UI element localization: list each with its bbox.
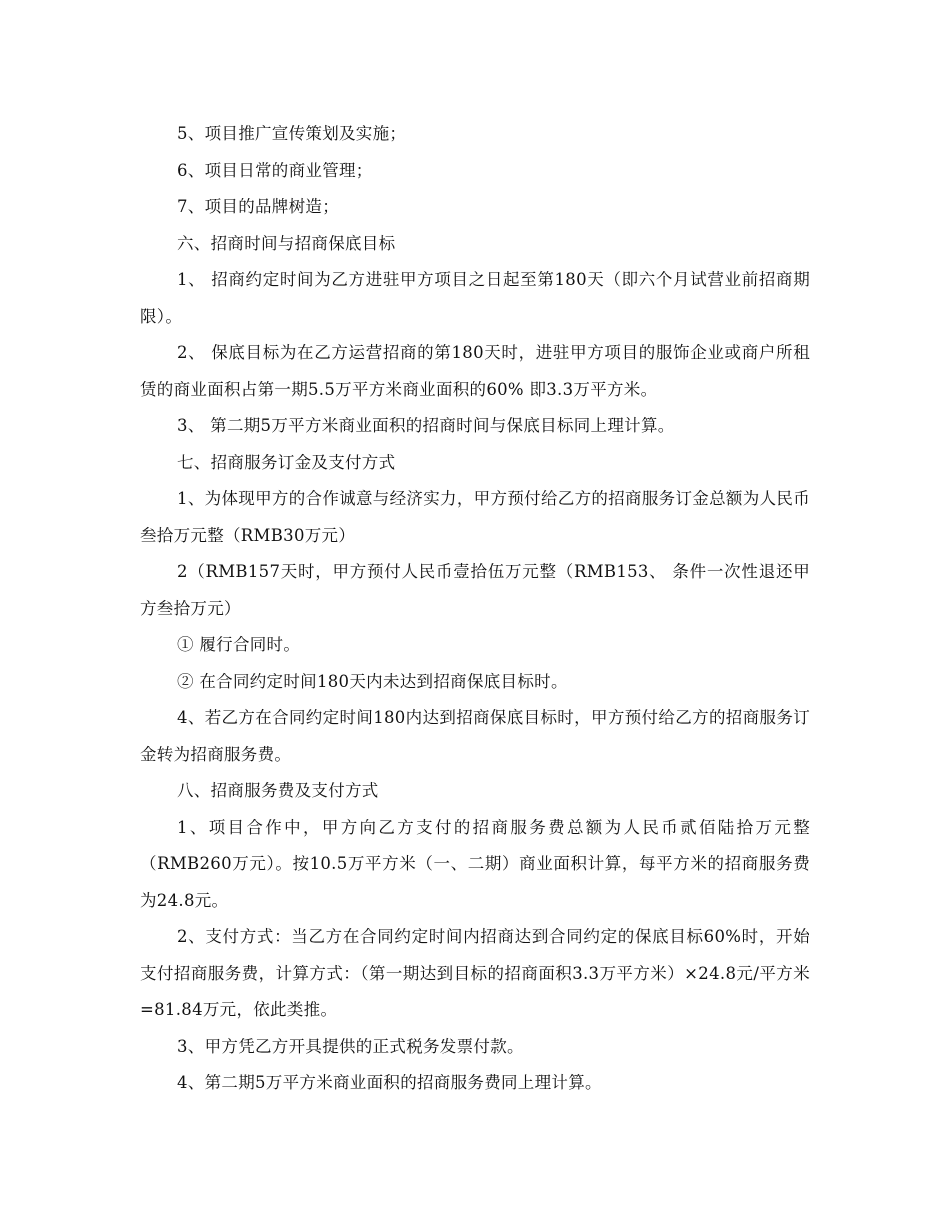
paragraph-service-fee-total: 1、项目合作中，甲方向乙方支付的招商服务费总额为人民币贰佰陆拾万元整（RMB260万元）。按10.5万平方米（一、二期）商业面积计算，每平方米的招商服务费为24.8元。 [140,817,810,910]
paragraph-item-6: 6、项目日常的商业管理； [177,160,373,180]
paragraph-item-7: 7、项目的品牌树造； [177,197,339,216]
section-heading-8: 八、招商服务费及支付方式 [177,781,379,800]
paragraph-guarantee-target: 2、 保底目标为在乙方运营招商的第180天时，进驻甲方项目的服饰企业或商户所租赁的商业面积占第一期5.5万平方米商业面积的60% 即3.3万平方米。 [140,343,810,399]
document-body [140,116,810,1102]
paragraph-deposit-conversion: 4、若乙方在合同约定时间180内达到招商保底目标时，甲方预付给乙方的招商服务订金转为招商服务费。 [140,708,810,764]
paragraph-condition-2: ② 在合同约定时间180天内未达到招商保底目标时。 [177,671,568,691]
paragraph-phase-two-fee: 4、第二期5万平方米商业面积的招商服务费同上理计算。 [177,1073,602,1092]
paragraph-phase-two: 3、 第二期5万平方米商业面积的招商时间与保底目标同上理计算。 [177,416,675,435]
paragraph-deposit-refund: 2（RMB157天时，甲方预付人民币壹拾伍万元整（RMB153、 条件一次性退还甲方叁拾万元） [140,562,810,618]
paragraph-payment-method: 2、支付方式：当乙方在合同约定时间内招商达到合同约定的保底目标60%时，开始支付招商服务费，计算方式：（第一期达到目标的招商面积3.3万平方米）×24.8元/平方米=81.84万元，依此类推。 [140,927,810,1019]
paragraph-deposit-amount: 1、为体现甲方的合作诚意与经济实力，甲方预付给乙方的招商服务订金总额为人民币叁拾万元整（RMB30万元） [140,489,810,545]
paragraph-condition-1: ① 履行合同时。 [177,635,301,654]
paragraph-invoice: 3、甲方凭乙方开具提供的正式税务发票付款。 [177,1036,524,1056]
paragraph-time-limit: 1、 招商约定时间为乙方进驻甲方项目之日起至第180天（即六个月试营业前招商期限）。 [140,270,810,326]
section-heading-7: 七、招商服务订金及支付方式 [177,452,396,472]
section-heading-6: 六、招商时间与招商保底目标 [177,233,396,253]
paragraph-item-5: 5、项目推广宣传策划及实施； [177,124,407,143]
